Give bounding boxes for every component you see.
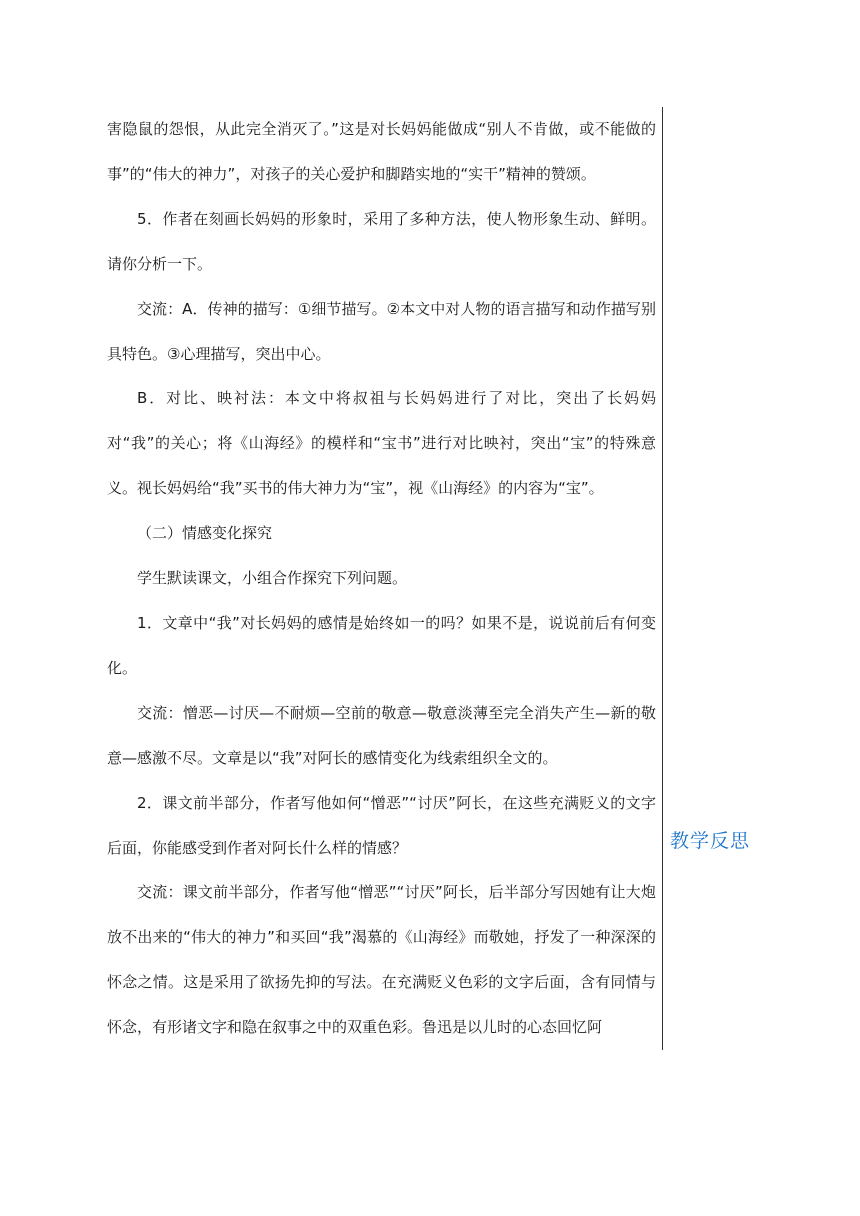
paragraph-9: 交流：课文前半部分，作者写他“憎恶”“讨厌”阿长，后半部分写因她有让大炮放不出来的“伟大的神力”和买回“我”渴慕的《山海经》而敬她，抒发了一种深深的怀念之情。这是采用了欲扬先抑的写法。在充满贬义色彩的文字后面，含有同情与怀念，有形诸文字和隐在叙事之中的双重色彩。鲁迅是以儿时的心态回忆阿 bbox=[107, 883, 656, 1037]
section-heading: （二）情感变化探究 bbox=[137, 524, 273, 543]
paragraph-7: 交流：憎恶—讨厌—不耐烦—空前的敬意—敬意淡薄至完全消失产生—新的敬意—感激不尽。文章是以“我”对阿长的感情变化为线索组织全文的。 bbox=[107, 703, 656, 767]
paragraph-8: 2．课文前半部分，作者写他如何“憎恶”“讨厌”阿长，在这些充满贬义的文字后面，你能感受到作者对阿长什么样的情感？ bbox=[107, 793, 656, 857]
paragraph-6: 1．文章中“我”对长妈妈的感情是始终如一的吗？如果不是，说说前后有何变化。 bbox=[107, 613, 656, 677]
teaching-reflection-heading: 教学反思 bbox=[670, 830, 751, 852]
paragraph-5: 学生默读课文，小组合作探究下列问题。 bbox=[137, 569, 408, 588]
column-divider bbox=[662, 107, 663, 1050]
main-text-column bbox=[107, 107, 656, 1050]
paragraph-2: 交流：A．传神的描写：①细节描写。②本文中对人物的语言描写和动作描写别具特色。③心理描写，突出中心。 bbox=[107, 299, 656, 363]
paragraph-3: B．对比、映衬法：本文中将叔祖与长妈妈进行了对比，突出了长妈妈对“我”的关心；将《山海经》的模样和“宝书”进行对比映衬，突出“宝”的特殊意义。视长妈妈给“我”买书的伟大神力为“宝”，视《山海经》的内容为“宝”。 bbox=[107, 389, 656, 498]
paragraph-1: 5．作者在刻画长妈妈的形象时，采用了多种方法，使人物形象生动、鲜明。请你分析一下。 bbox=[107, 209, 656, 273]
paragraph-0: 害隐鼠的怨恨，从此完全消灭了。”这是对长妈妈能做成“别人不肯做，或不能做的事”的“伟大的神力”，对孩子的关心爱护和脚踏实地的“实干”精神的赞颂。 bbox=[107, 120, 656, 183]
